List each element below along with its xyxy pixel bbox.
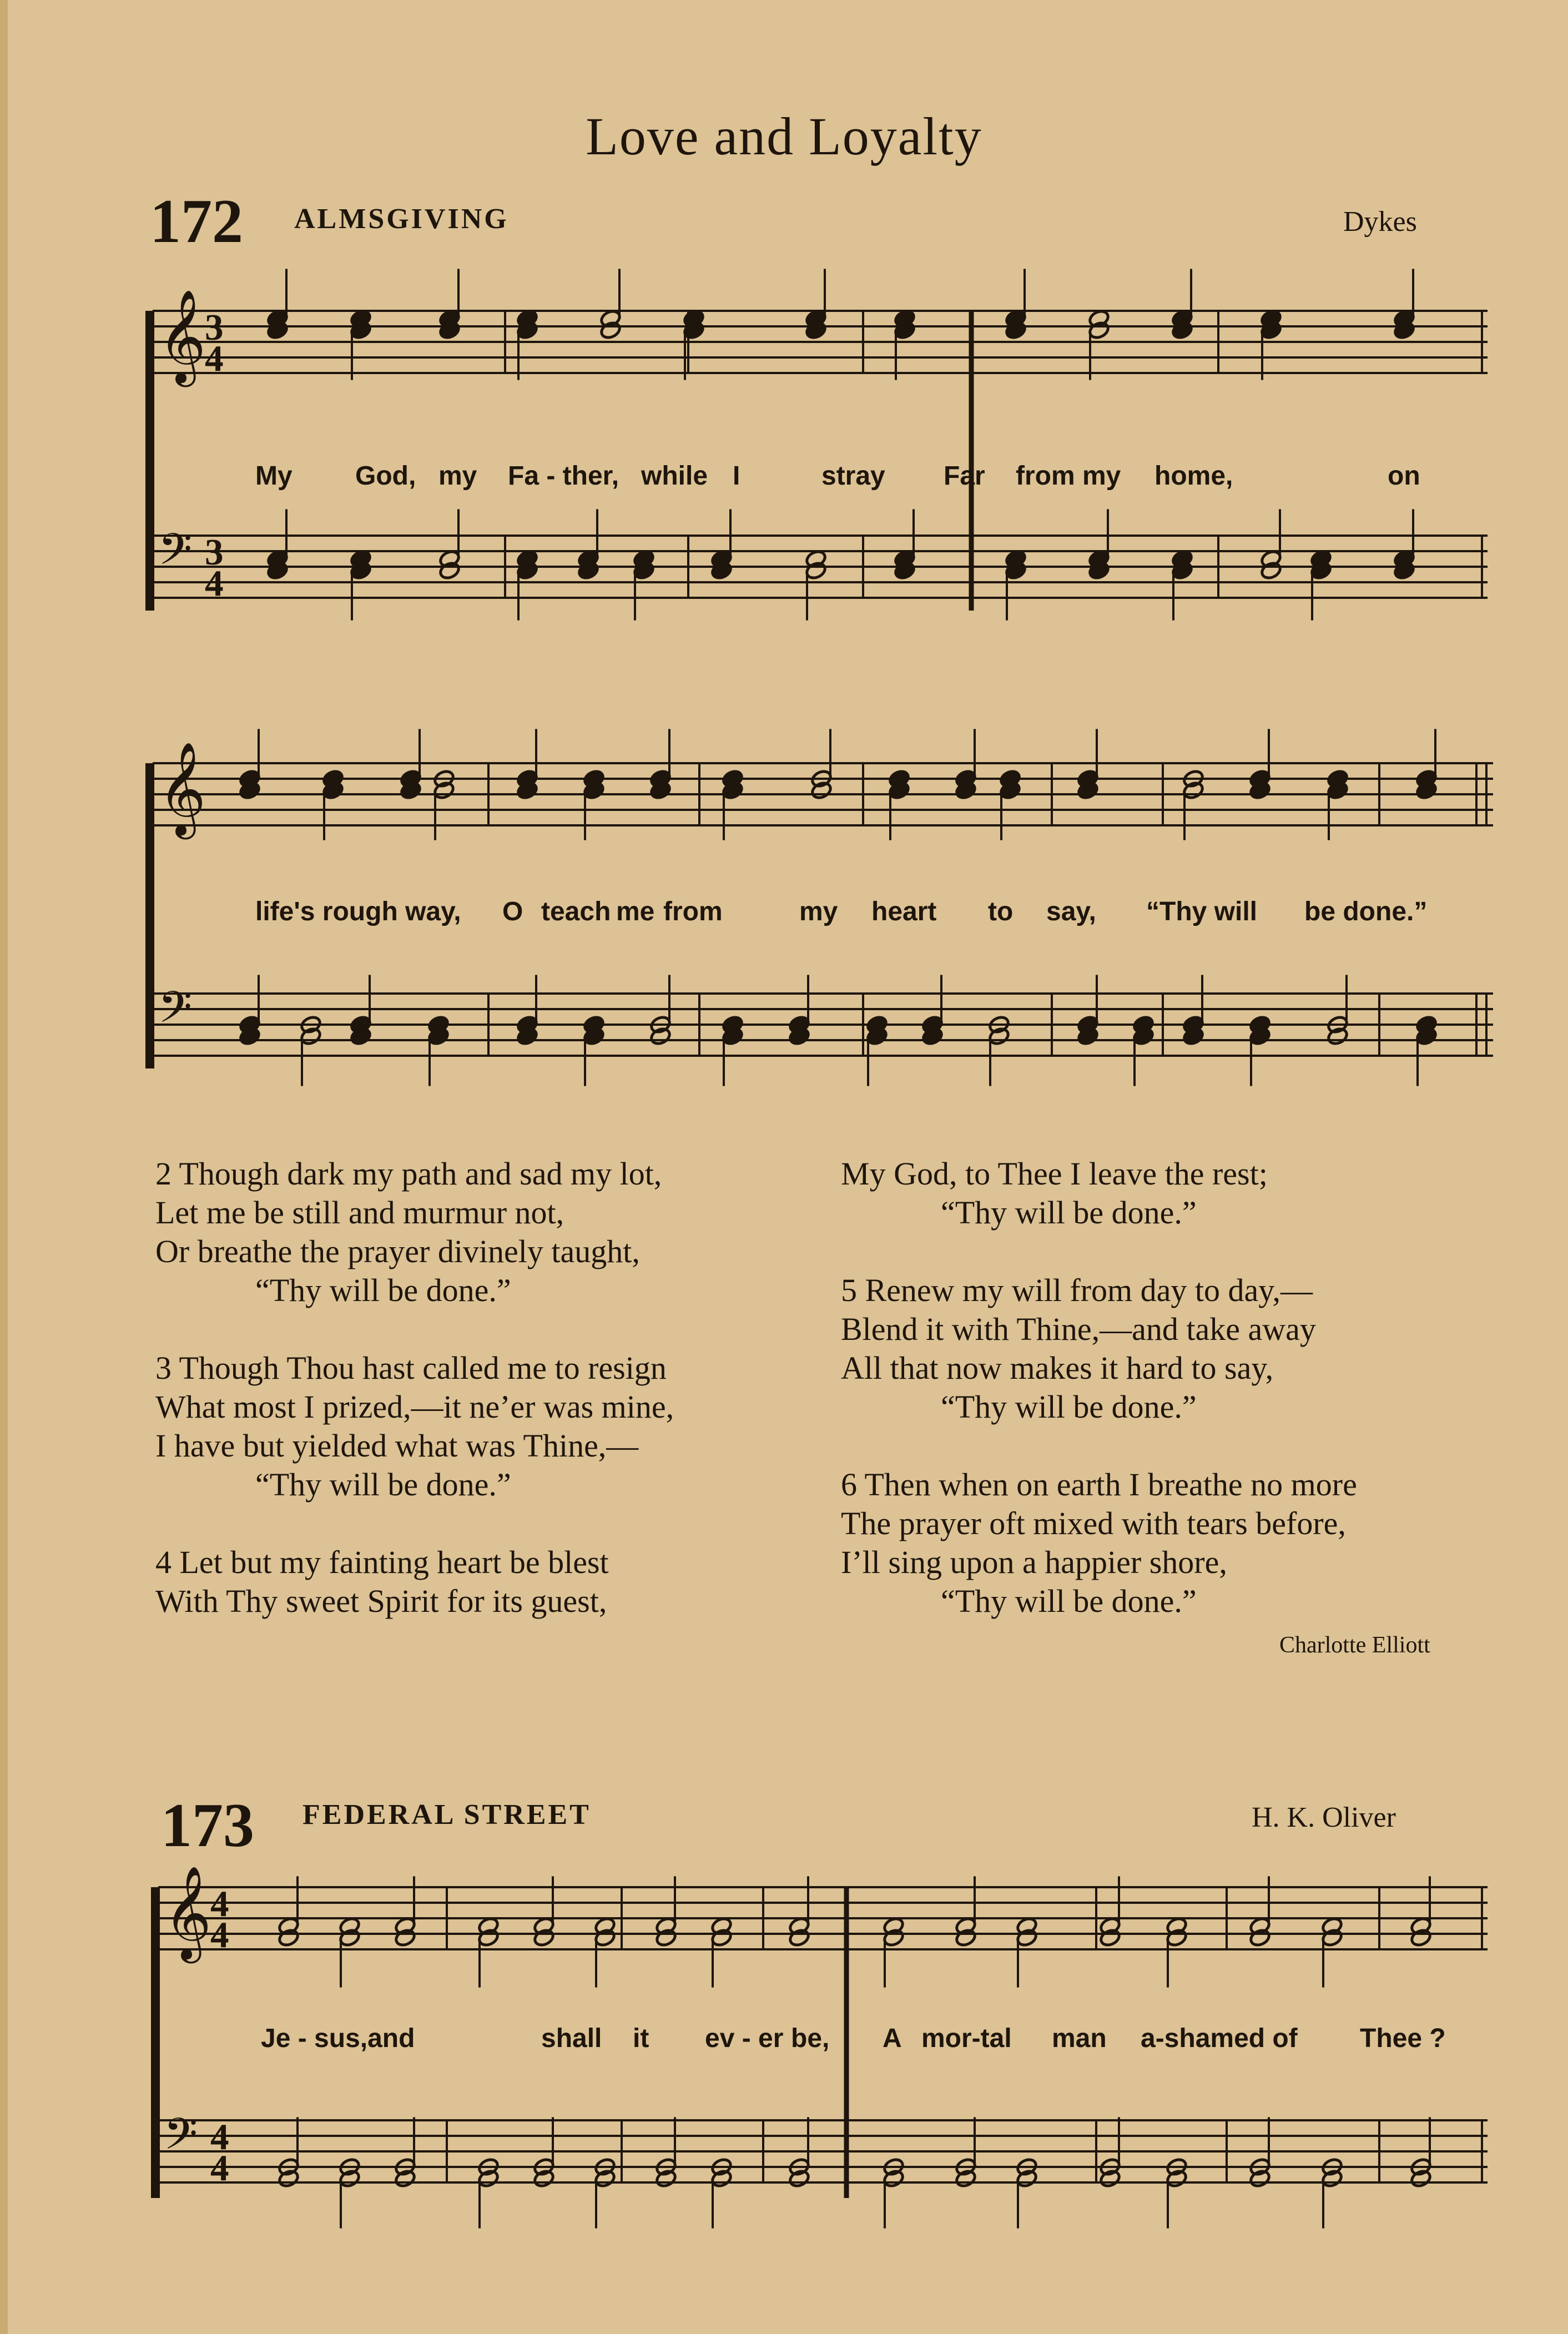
lyric-syllable: it xyxy=(633,2024,649,2053)
lyric-syllable: be, xyxy=(791,2024,830,2053)
time-signature-bottom: 4 xyxy=(210,1914,229,1955)
lyric-syllable: while xyxy=(641,461,708,491)
verse-line: 4 Let but my fainting heart be blest xyxy=(155,1544,609,1580)
lyric-syllable: heart xyxy=(871,897,937,926)
bass-clef: 𝄢 xyxy=(164,2109,198,2171)
verse-line: 2 Though dark my path and sad my lot, xyxy=(155,1156,662,1192)
verse-line: 5 Renew my will from day to day,— xyxy=(841,1272,1313,1308)
verse-line: “Thy will be done.” xyxy=(941,1194,1197,1231)
time-signature-bottom: 4 xyxy=(205,562,224,604)
verse-line: Blend it with Thine,—and take away xyxy=(841,1311,1316,1347)
composer-172: Dykes xyxy=(1343,206,1417,238)
hymn-number-173: 173 xyxy=(161,1791,254,1860)
lyric-syllable: teach xyxy=(541,897,611,926)
lyric-syllable: Thee ? xyxy=(1360,2024,1446,2053)
time-signature-top: 3 xyxy=(205,531,224,573)
lyric-syllable: Fa - ther, xyxy=(508,461,619,491)
treble-clef: 𝄞 xyxy=(164,1866,212,1960)
time-signature-top: 3 xyxy=(205,306,224,348)
verse-line: “Thy will be done.” xyxy=(941,1389,1197,1425)
hymn-number-172: 172 xyxy=(150,187,243,256)
time-signature-bottom: 4 xyxy=(205,337,224,379)
verse-line: 6 Then when on earth I breathe no more xyxy=(841,1466,1357,1503)
lyric-syllable: from xyxy=(1016,461,1075,491)
lyric-syllable: shall xyxy=(541,2024,602,2053)
verse-line: “Thy will be done.” xyxy=(255,1272,511,1308)
lyric-syllable: be done.” xyxy=(1304,897,1428,926)
time-signature-top: 4 xyxy=(210,2116,229,2157)
lyric-syllable: me xyxy=(616,897,655,926)
lyric-syllable: my xyxy=(438,461,477,491)
lyric-syllable: man xyxy=(1052,2024,1107,2053)
verse-line: All that now makes it hard to say, xyxy=(841,1350,1274,1386)
verse-line: I have but yielded what was Thine,— xyxy=(155,1428,639,1464)
tune-name-173: FEDERAL STREET xyxy=(302,1799,591,1831)
treble-clef: 𝄞 xyxy=(158,289,206,384)
lyric-syllable: My xyxy=(255,461,293,491)
lyric-syllable: life's rough way, xyxy=(255,897,461,926)
section-title: Love and Loyalty xyxy=(586,107,982,166)
tune-name-172: ALMSGIVING xyxy=(294,203,509,235)
verse-line: My God, to Thee I leave the rest; xyxy=(841,1156,1268,1192)
lyric-syllable: my xyxy=(1082,461,1121,491)
verse-line: 3 Though Thou hast called me to resign xyxy=(155,1350,667,1386)
lyric-syllable: to xyxy=(988,897,1014,926)
hymn-author: Charlotte Elliott xyxy=(1279,1632,1430,1658)
lyric-syllable: a-shamed of xyxy=(1141,2024,1298,2053)
verse-line: “Thy will be done.” xyxy=(941,1583,1197,1619)
lyric-syllable: Far xyxy=(944,461,985,491)
lyric-syllable: I xyxy=(733,461,740,491)
lyric-syllable: mor-tal xyxy=(921,2024,1012,2053)
time-signature-bottom: 4 xyxy=(210,2147,229,2189)
verse-line: With Thy sweet Spirit for its guest, xyxy=(155,1583,607,1619)
verses-right-column xyxy=(841,1155,1357,1621)
verse-line: I’ll sing upon a happier shore, xyxy=(841,1544,1227,1580)
verse-line: “Thy will be done.” xyxy=(255,1466,511,1503)
bass-clef: 𝄢 xyxy=(158,982,193,1044)
lyric-syllable: A xyxy=(883,2024,902,2053)
lyric-syllable: stray xyxy=(821,461,885,491)
lyric-syllable: Je - sus,and xyxy=(261,2024,415,2053)
lyric-syllable: ev - er xyxy=(705,2024,784,2053)
lyric-syllable: God, xyxy=(355,461,416,491)
verse-line: The prayer oft mixed with tears before, xyxy=(841,1505,1346,1541)
verse-line: Or breathe the prayer divinely taught, xyxy=(155,1233,640,1269)
composer-173: H. K. Oliver xyxy=(1252,1802,1396,1833)
lyric-syllable: O xyxy=(502,897,523,926)
lyric-syllable: home, xyxy=(1154,461,1233,491)
lyric-syllable: from xyxy=(663,897,723,926)
verse-line: What most I prized,—it ne’er was mine, xyxy=(155,1389,674,1425)
lyric-syllable: on xyxy=(1388,461,1420,491)
treble-clef: 𝄞 xyxy=(158,742,206,836)
time-signature-top: 4 xyxy=(210,1883,229,1924)
verses-left-column xyxy=(155,1155,674,1621)
verse-line: Let me be still and murmur not, xyxy=(155,1194,564,1231)
lyric-syllable: my xyxy=(799,897,838,926)
bass-clef: 𝄢 xyxy=(158,525,193,586)
lyric-syllable: “Thy will xyxy=(1146,897,1258,926)
lyric-syllable: say, xyxy=(1046,897,1096,926)
